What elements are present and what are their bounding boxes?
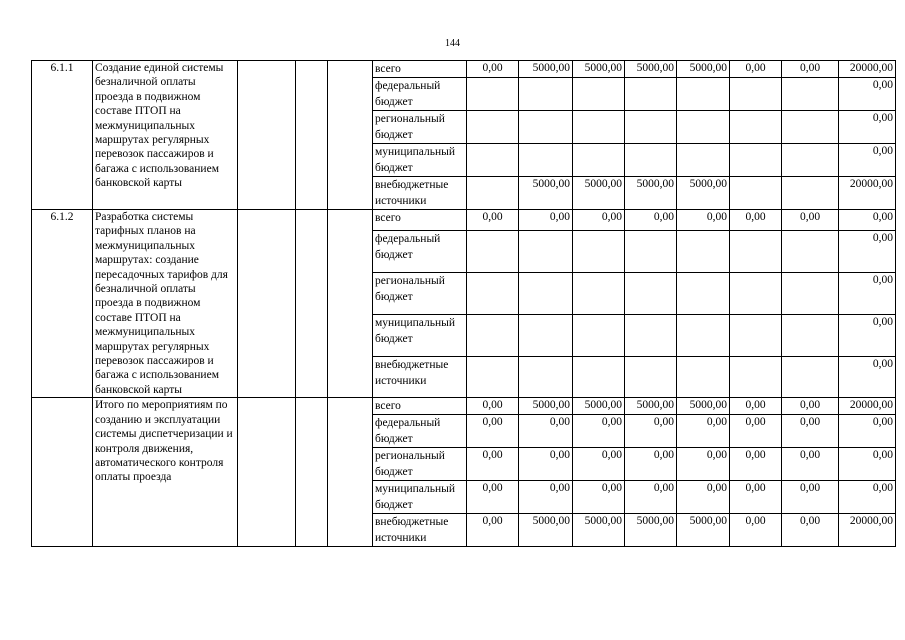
value-cell: 5000,00 (625, 61, 677, 78)
funding-source: всего (373, 210, 467, 231)
value-cell: 0,00 (839, 78, 896, 111)
value-cell: 5000,00 (519, 514, 573, 547)
value-cell (573, 273, 625, 315)
funding-source: всего (373, 61, 467, 78)
value-cell (782, 231, 839, 273)
blank-cell (328, 210, 373, 398)
funding-source: федеральный бюджет (373, 78, 467, 111)
value-cell: 0,00 (625, 481, 677, 514)
value-cell (467, 273, 519, 315)
funding-source: внебюджетные источники (373, 177, 467, 210)
funding-source: федеральный бюджет (373, 231, 467, 273)
value-cell (467, 111, 519, 144)
value-cell (625, 231, 677, 273)
table-row (32, 61, 896, 78)
value-cell: 5000,00 (625, 177, 677, 210)
value-cell: 0,00 (839, 273, 896, 315)
value-cell: 5000,00 (573, 61, 625, 78)
value-cell (519, 356, 573, 398)
value-cell: 5000,00 (677, 514, 730, 547)
funding-source: федеральный бюджет (373, 415, 467, 448)
value-cell: 0,00 (839, 231, 896, 273)
table-body (32, 61, 896, 547)
value-cell (573, 144, 625, 177)
value-cell: 0,00 (730, 481, 782, 514)
value-cell (467, 231, 519, 273)
value-cell (782, 314, 839, 356)
value-cell: 0,00 (467, 448, 519, 481)
funding-source: всего (373, 398, 467, 415)
value-cell (730, 314, 782, 356)
value-cell (573, 111, 625, 144)
value-cell: 0,00 (677, 210, 730, 231)
value-cell: 0,00 (625, 210, 677, 231)
item-code: 6.1.1 (32, 61, 93, 210)
value-cell: 0,00 (519, 210, 573, 231)
value-cell (677, 111, 730, 144)
value-cell: 0,00 (625, 448, 677, 481)
value-cell (677, 144, 730, 177)
blank-cell (296, 61, 328, 210)
value-cell: 5000,00 (519, 177, 573, 210)
value-cell (677, 314, 730, 356)
value-cell (519, 78, 573, 111)
table-row (32, 210, 896, 231)
value-cell (782, 144, 839, 177)
value-cell: 0,00 (519, 448, 573, 481)
value-cell: 0,00 (573, 481, 625, 514)
value-cell: 0,00 (839, 144, 896, 177)
value-cell: 0,00 (573, 210, 625, 231)
value-cell (573, 78, 625, 111)
value-cell (467, 314, 519, 356)
value-cell (467, 78, 519, 111)
value-cell (782, 78, 839, 111)
funding-source: муниципальный бюджет (373, 314, 467, 356)
value-cell: 5000,00 (677, 177, 730, 210)
value-cell: 0,00 (782, 415, 839, 448)
value-cell (730, 111, 782, 144)
value-cell (467, 356, 519, 398)
funding-source: внебюджетные источники (373, 356, 467, 398)
budget-table (31, 60, 896, 547)
value-cell (625, 314, 677, 356)
value-cell (730, 144, 782, 177)
item-code: 6.1.2 (32, 210, 93, 398)
value-cell (625, 144, 677, 177)
value-cell: 20000,00 (839, 177, 896, 210)
value-cell (625, 356, 677, 398)
value-cell: 0,00 (467, 61, 519, 78)
value-cell: 0,00 (730, 415, 782, 448)
value-cell: 0,00 (839, 481, 896, 514)
value-cell: 0,00 (467, 398, 519, 415)
value-cell: 0,00 (782, 481, 839, 514)
funding-source: муниципальный бюджет (373, 481, 467, 514)
blank-cell (296, 210, 328, 398)
value-cell: 5000,00 (677, 398, 730, 415)
value-cell: 0,00 (677, 481, 730, 514)
value-cell: 0,00 (839, 111, 896, 144)
value-cell: 5000,00 (677, 61, 730, 78)
funding-source: региональный бюджет (373, 273, 467, 315)
value-cell: 0,00 (782, 448, 839, 481)
value-cell: 5000,00 (573, 398, 625, 415)
value-cell (677, 231, 730, 273)
value-cell: 5000,00 (519, 398, 573, 415)
value-cell: 5000,00 (573, 177, 625, 210)
value-cell: 0,00 (677, 415, 730, 448)
value-cell: 0,00 (625, 415, 677, 448)
value-cell: 0,00 (730, 210, 782, 231)
funding-source: региональный бюджет (373, 448, 467, 481)
value-cell: 0,00 (730, 514, 782, 547)
blank-cell (296, 398, 328, 547)
value-cell (519, 144, 573, 177)
value-cell (677, 273, 730, 315)
blank-cell (328, 61, 373, 210)
value-cell (573, 231, 625, 273)
value-cell: 0,00 (467, 415, 519, 448)
item-name: Создание единой системы безналичной оплаты проезда в подвижном составе ПТОП на межмуниципальных маршрутах регулярных перевозок пассажиров и багажа с использованием банковской карты (93, 61, 238, 210)
value-cell: 0,00 (839, 314, 896, 356)
value-cell: 0,00 (782, 514, 839, 547)
value-cell: 0,00 (782, 398, 839, 415)
value-cell (782, 111, 839, 144)
funding-source: муниципальный бюджет (373, 144, 467, 177)
value-cell: 0,00 (519, 481, 573, 514)
page-number: 144 (445, 38, 460, 49)
blank-cell (238, 210, 296, 398)
value-cell (625, 78, 677, 111)
value-cell (519, 314, 573, 356)
value-cell: 20000,00 (839, 398, 896, 415)
item-name: Итого по мероприятиям по созданию и эксплуатации системы диспетчеризации и контроля движения, автоматического контроля оплаты проезда (93, 398, 238, 547)
value-cell: 0,00 (519, 415, 573, 448)
value-cell (730, 78, 782, 111)
value-cell (625, 273, 677, 315)
value-cell (625, 111, 677, 144)
value-cell: 0,00 (839, 356, 896, 398)
value-cell: 5000,00 (573, 514, 625, 547)
value-cell (573, 314, 625, 356)
value-cell (730, 231, 782, 273)
item-code (32, 398, 93, 547)
value-cell: 0,00 (730, 398, 782, 415)
blank-cell (238, 398, 296, 547)
value-cell: 0,00 (573, 448, 625, 481)
value-cell: 0,00 (782, 210, 839, 231)
value-cell: 0,00 (730, 448, 782, 481)
value-cell: 0,00 (467, 210, 519, 231)
value-cell: 0,00 (677, 448, 730, 481)
table-row (32, 398, 896, 415)
value-cell: 0,00 (467, 481, 519, 514)
value-cell (519, 111, 573, 144)
value-cell (519, 273, 573, 315)
funding-source: внебюджетные источники (373, 514, 467, 547)
value-cell (573, 356, 625, 398)
value-cell (467, 177, 519, 210)
value-cell: 5000,00 (625, 514, 677, 547)
value-cell (677, 78, 730, 111)
value-cell (519, 231, 573, 273)
value-cell (730, 273, 782, 315)
value-cell: 5000,00 (625, 398, 677, 415)
value-cell: 5000,00 (519, 61, 573, 78)
value-cell: 0,00 (839, 448, 896, 481)
value-cell (782, 356, 839, 398)
value-cell: 0,00 (839, 210, 896, 231)
value-cell (782, 177, 839, 210)
value-cell (730, 177, 782, 210)
value-cell: 0,00 (730, 61, 782, 78)
funding-source: региональный бюджет (373, 111, 467, 144)
item-name: Разработка системы тарифных планов на межмуниципальных маршрутах: создание пересадочных тарифов для безналичной оплаты проезда в подвижном составе ПТОП на межмуниципальных маршрутах регулярных перевозок пассажиров и багажа с использованием банковской карты (93, 210, 238, 398)
value-cell (467, 144, 519, 177)
value-cell: 0,00 (467, 514, 519, 547)
value-cell: 20000,00 (839, 61, 896, 78)
value-cell: 0,00 (839, 415, 896, 448)
value-cell: 20000,00 (839, 514, 896, 547)
value-cell (782, 273, 839, 315)
blank-cell (238, 61, 296, 210)
value-cell (730, 356, 782, 398)
value-cell: 0,00 (573, 415, 625, 448)
value-cell (677, 356, 730, 398)
value-cell: 0,00 (782, 61, 839, 78)
blank-cell (328, 398, 373, 547)
